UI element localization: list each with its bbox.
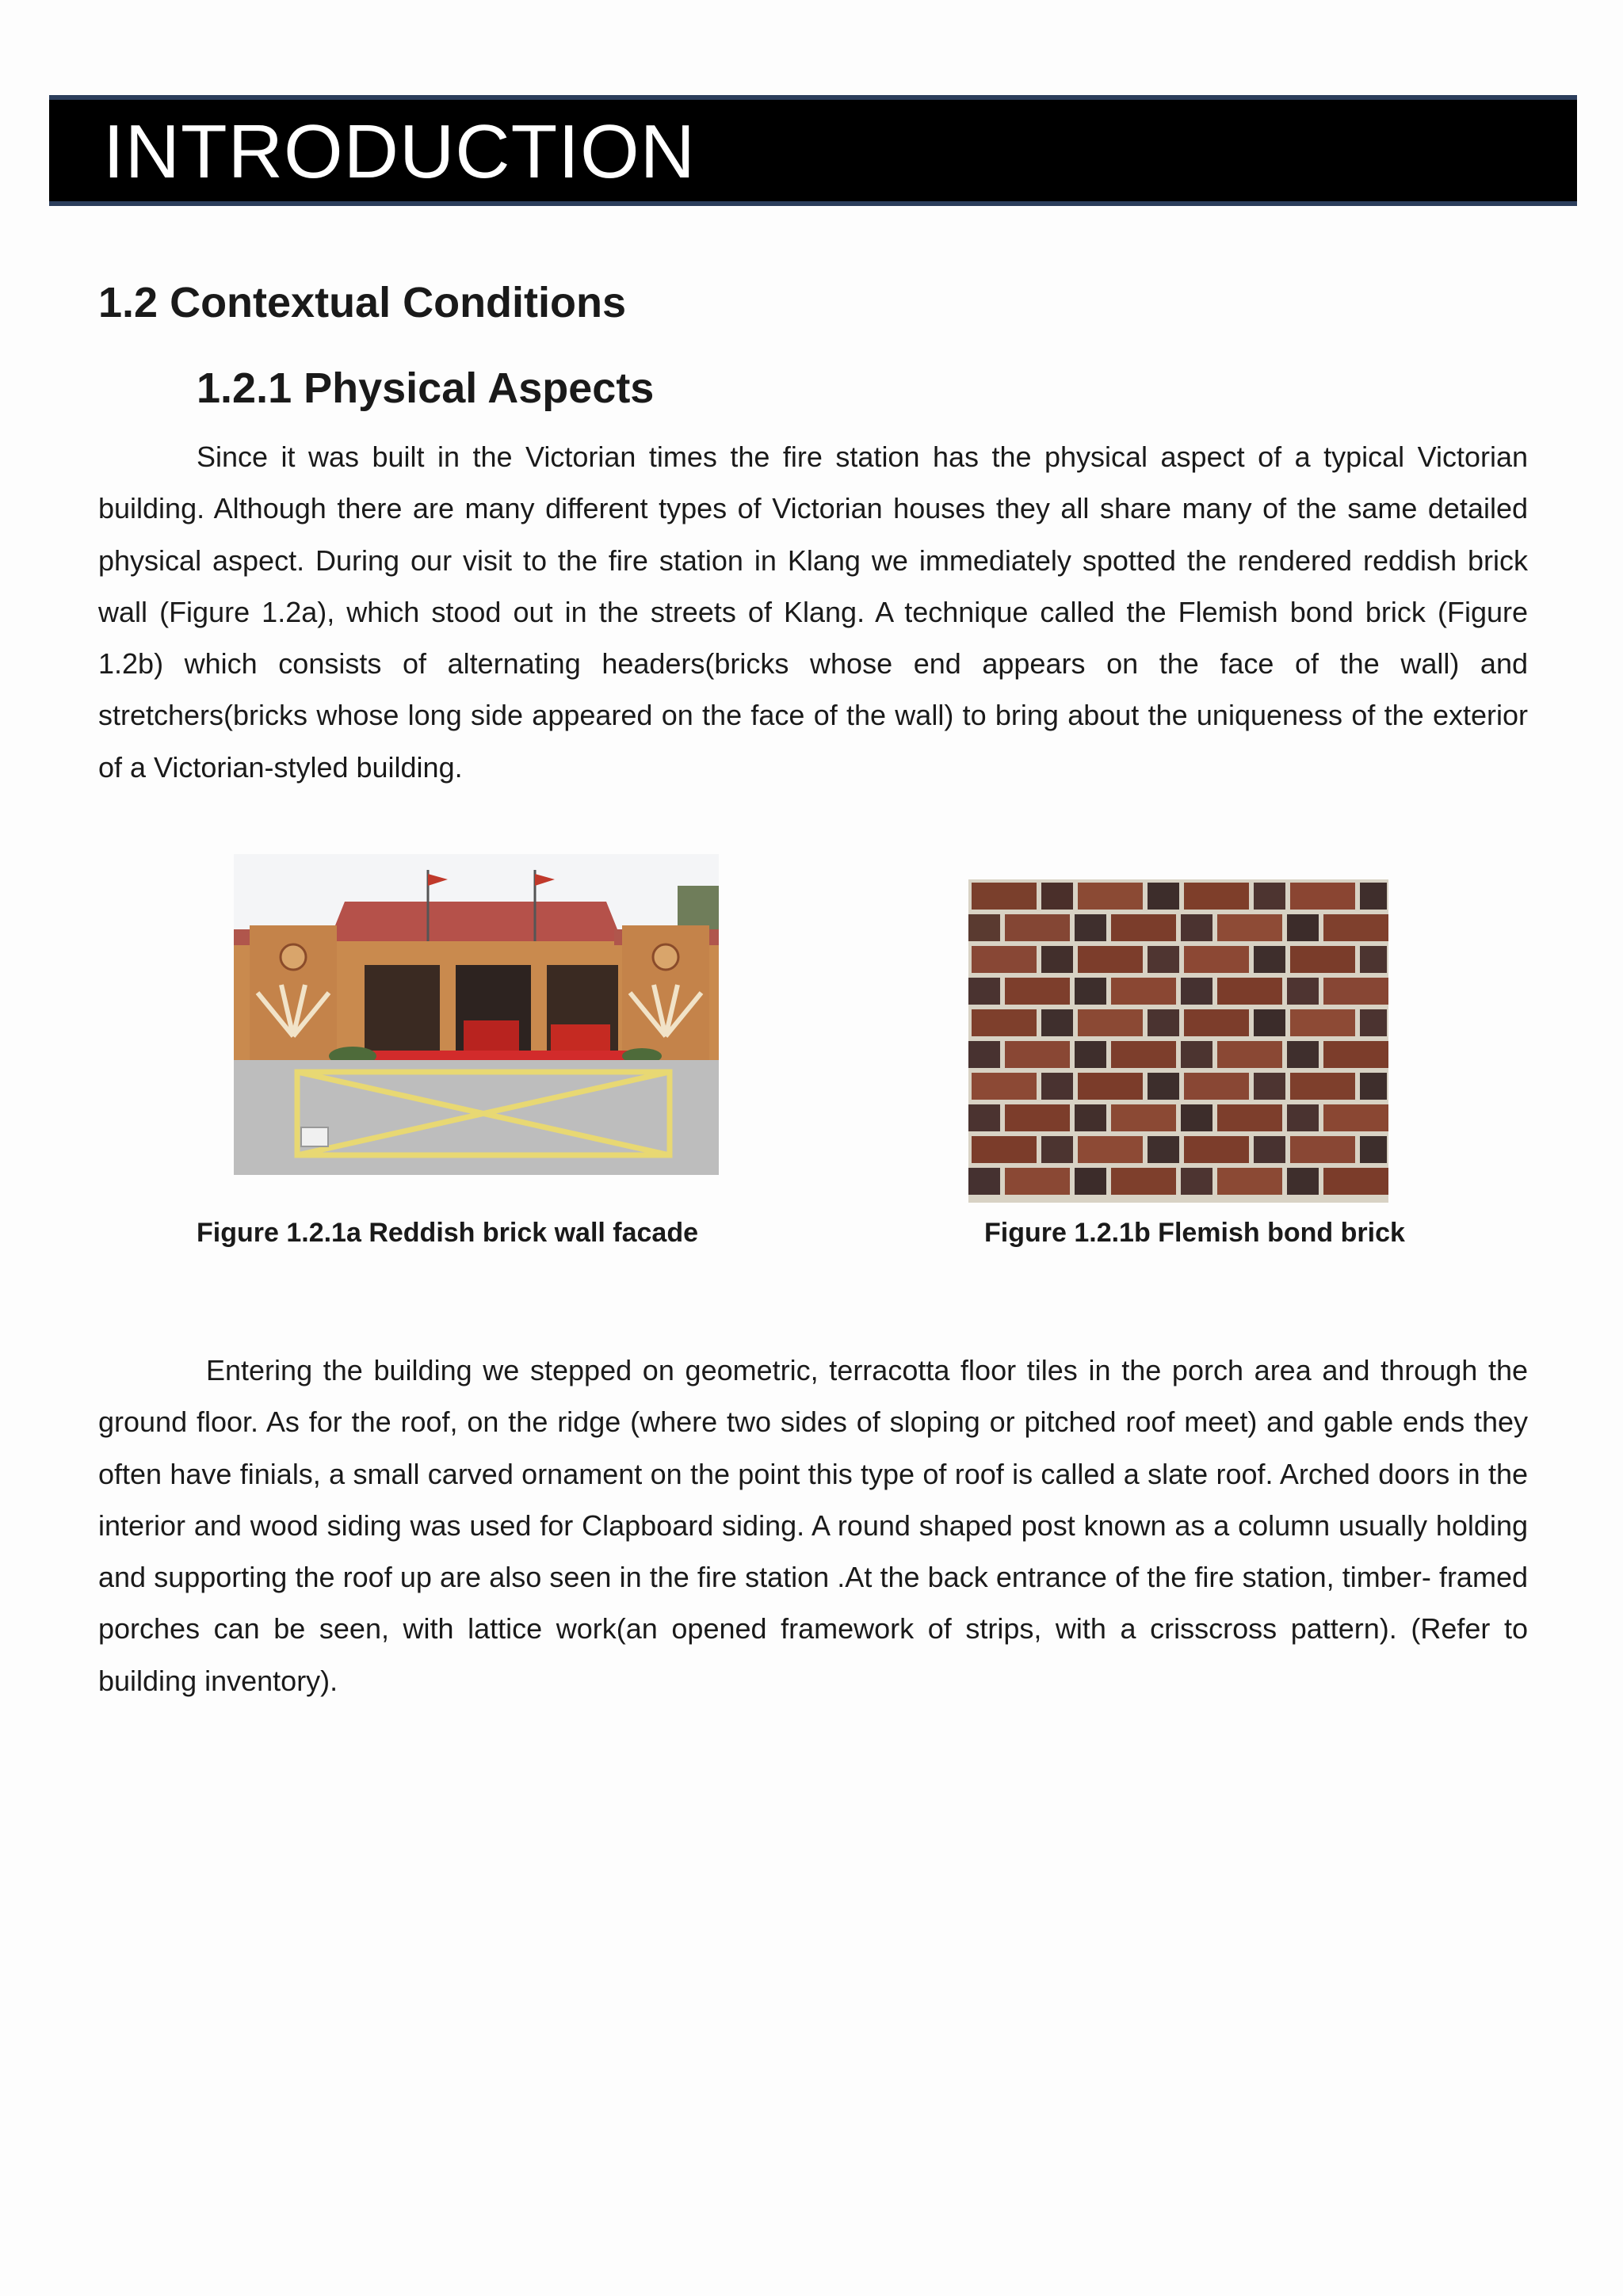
flemish-bond-brick-photo (968, 879, 1388, 1203)
banner-title: INTRODUCTION (103, 109, 696, 194)
intro-banner (49, 95, 1577, 206)
subsection-heading: 1.2.1 Physical Aspects (197, 364, 655, 412)
figure-caption-a: Figure 1.2.1a Reddish brick wall facade (197, 1218, 699, 1248)
body-paragraph-2: Entering the building we stepped on geometric, terracotta floor tiles in the porch area and through the ground floor. As for the roof, on the ridge (where two sides of sloping or pitched roof meet) and gable ends they often have finials, a small carved ornament on the point this type of roof is called a slate roof. Arched doors in the interior and wood siding was used for Clapboard siding. A round shaped post known as a column usually holding and supporting the roof up are also seen in the fire station .At the back entrance of the fire station, timber- framed porches can be seen, with lattice work(an opened framework of strips, with a crisscross pattern). (Refer to building inventory). (98, 1354, 1528, 1697)
section-heading: 1.2 Contextual Conditions (98, 279, 627, 326)
fire-station-facade-photo (234, 854, 719, 1175)
body-paragraph-1: Since it was built in the Victorian times the fire station has the physical aspect of a typical Victorian building. Although there are many different types of Victorian houses they all share many of the same detailed physical aspect. During our visit to the fire station in Klang we immediately spotted the rendered reddish brick wall (Figure 1.2a), which stood out in the streets of Klang. A technique called the Flemish bond brick (Figure 1.2b) which consists of alternating headers(bricks whose end appears on the face of the wall) and stretchers(bricks whose long side appeared on the face of the wall) to bring about the uniqueness of the exterior of a Victorian-styled building. (98, 441, 1528, 784)
figure-caption-b: Figure 1.2.1b Flemish bond brick (984, 1218, 1405, 1248)
